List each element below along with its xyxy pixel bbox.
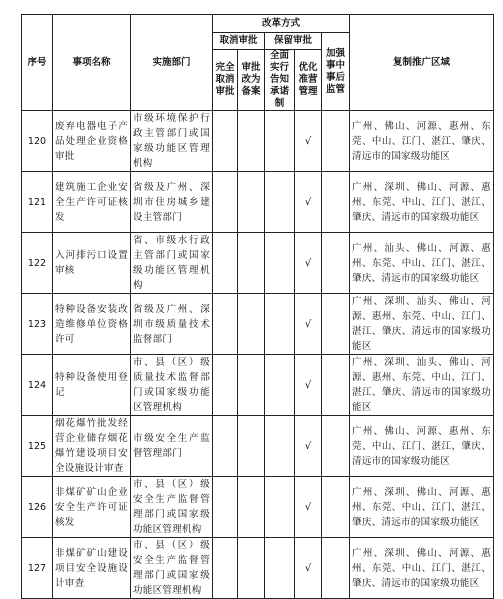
- cell-optimize: √: [295, 172, 322, 233]
- region: 广州、汕头、佛山、河源、惠州、东莞、中山、江门、湛江、肇庆、清远市的国家级功能区: [350, 233, 494, 294]
- cell-commitment: [265, 416, 295, 477]
- table-row: [22, 477, 494, 538]
- table-row: [22, 538, 494, 599]
- cell-optimize: √: [295, 477, 322, 538]
- cell-commitment: [265, 477, 295, 538]
- table-row: [22, 416, 494, 477]
- reform-table: [21, 14, 494, 599]
- cell-optimize: √: [295, 355, 322, 416]
- header-cancel: 取消审批: [213, 33, 265, 50]
- row-number: 127: [22, 538, 53, 599]
- cell-to-filing: [238, 477, 265, 538]
- header-region: 复制推广区域: [350, 15, 494, 111]
- cell-commitment: [265, 172, 295, 233]
- region: 广州、深圳、汕头、佛山、河源、惠州、东莞、中山、江门、湛江、肇庆、清远市的国家级功能区: [350, 294, 494, 355]
- cell-full-cancel: [213, 538, 238, 599]
- department: 市、县（区）级质量技术监督部门或国家级功能区管理机构: [131, 355, 213, 416]
- cell-optimize: √: [295, 111, 322, 172]
- region: 广州、佛山、河源、惠州、东莞、中山、江门、湛江、肇庆、清远市的国家级功能区: [350, 416, 494, 477]
- cell-full-cancel: [213, 355, 238, 416]
- cell-to-filing: [238, 294, 265, 355]
- item-name: 特种设备安装改造维修单位资格许可: [53, 294, 131, 355]
- cell-to-filing: [238, 233, 265, 294]
- cell-to-filing: [238, 172, 265, 233]
- cell-optimize: √: [295, 416, 322, 477]
- row-number: 124: [22, 355, 53, 416]
- table-row: [22, 294, 494, 355]
- department: 市、县（区）级安全生产监督管理部门或国家级功能区管理机构: [131, 477, 213, 538]
- cell-supervision: [322, 538, 350, 599]
- cell-supervision: [322, 111, 350, 172]
- cell-to-filing: [238, 355, 265, 416]
- cell-supervision: [322, 233, 350, 294]
- table-row: [22, 233, 494, 294]
- department: 省级及广州、深圳市住房城乡建设主管部门: [131, 172, 213, 233]
- cell-supervision: [322, 416, 350, 477]
- cell-supervision: [322, 477, 350, 538]
- cell-optimize: √: [295, 233, 322, 294]
- item-name: 废弃电器电子产品处理企业资格审批: [53, 111, 131, 172]
- cell-commitment: [265, 233, 295, 294]
- cell-to-filing: [238, 111, 265, 172]
- cell-full-cancel: [213, 111, 238, 172]
- header-supervision: 加强事中事后监管: [322, 33, 350, 111]
- table-row: [22, 355, 494, 416]
- department: 市、县（区）级安全生产监督管理部门或国家级功能区管理机构: [131, 538, 213, 599]
- header-full-cancel: 完全取消审批: [213, 50, 238, 111]
- header-reform: 改革方式: [213, 15, 350, 33]
- header-retain: 保留审批: [265, 33, 322, 50]
- item-name: 烟花爆竹批发经营企业储存烟花爆竹建设项目安全设施设计审查: [53, 416, 131, 477]
- department: 省、市级水行政主管部门或国家级功能区管理机构: [131, 233, 213, 294]
- row-number: 123: [22, 294, 53, 355]
- row-number: 120: [22, 111, 53, 172]
- cell-commitment: [265, 538, 295, 599]
- cell-full-cancel: [213, 233, 238, 294]
- header-dept: 实施部门: [131, 15, 213, 111]
- row-number: 125: [22, 416, 53, 477]
- cell-supervision: [322, 294, 350, 355]
- region: 广州、深圳、佛山、河源、惠州、东莞、中山、江门、湛江、肇庆、清远市的国家级功能区: [350, 172, 494, 233]
- cell-full-cancel: [213, 294, 238, 355]
- row-number: 122: [22, 233, 53, 294]
- header-optimize: 优化准营管理: [295, 50, 322, 111]
- cell-full-cancel: [213, 172, 238, 233]
- cell-supervision: [322, 355, 350, 416]
- region: 广州、佛山、河源、惠州、东莞、中山、江门、湛江、肇庆、清远市的国家级功能区: [350, 111, 494, 172]
- cell-supervision: [322, 172, 350, 233]
- item-name: 非煤矿矿山建设项目安全设施设计审查: [53, 538, 131, 599]
- department: 市级环境保护行政主管部门或国家级功能区管理机构: [131, 111, 213, 172]
- department: 市级安全生产监督管理部门: [131, 416, 213, 477]
- region: 广州、深圳、佛山、河源、惠州、东莞、中山、江门、湛江、肇庆、清远市的国家级功能区: [350, 538, 494, 599]
- cell-full-cancel: [213, 477, 238, 538]
- header-to-filing: 审批改为备案: [238, 50, 265, 111]
- header-item: 事项名称: [53, 15, 131, 111]
- region: 广州、深圳、汕头、佛山、河源、惠州、东莞、中山、江门、湛江、肇庆、清远市的国家级功能区: [350, 355, 494, 416]
- region: 广州、深圳、佛山、河源、惠州、东莞、中山、江门、湛江、肇庆、清远市的国家级功能区: [350, 477, 494, 538]
- item-name: 非煤矿矿山企业安全生产许可证核发: [53, 477, 131, 538]
- row-number: 126: [22, 477, 53, 538]
- header-commitment: 全面实行告知承诺制: [265, 50, 295, 111]
- row-number: 121: [22, 172, 53, 233]
- header-no: 序号: [22, 15, 53, 111]
- department: 省级及广州、深圳市级质量技术监督部门: [131, 294, 213, 355]
- cell-optimize: √: [295, 538, 322, 599]
- table-row: [22, 172, 494, 233]
- cell-commitment: [265, 111, 295, 172]
- table-row: [22, 111, 494, 172]
- cell-commitment: [265, 294, 295, 355]
- cell-full-cancel: [213, 416, 238, 477]
- cell-to-filing: [238, 538, 265, 599]
- cell-to-filing: [238, 416, 265, 477]
- cell-commitment: [265, 355, 295, 416]
- item-name: 建筑施工企业安全生产许可证核发: [53, 172, 131, 233]
- item-name: 入河排污口设置审核: [53, 233, 131, 294]
- item-name: 特种设备使用登记: [53, 355, 131, 416]
- cell-optimize: √: [295, 294, 322, 355]
